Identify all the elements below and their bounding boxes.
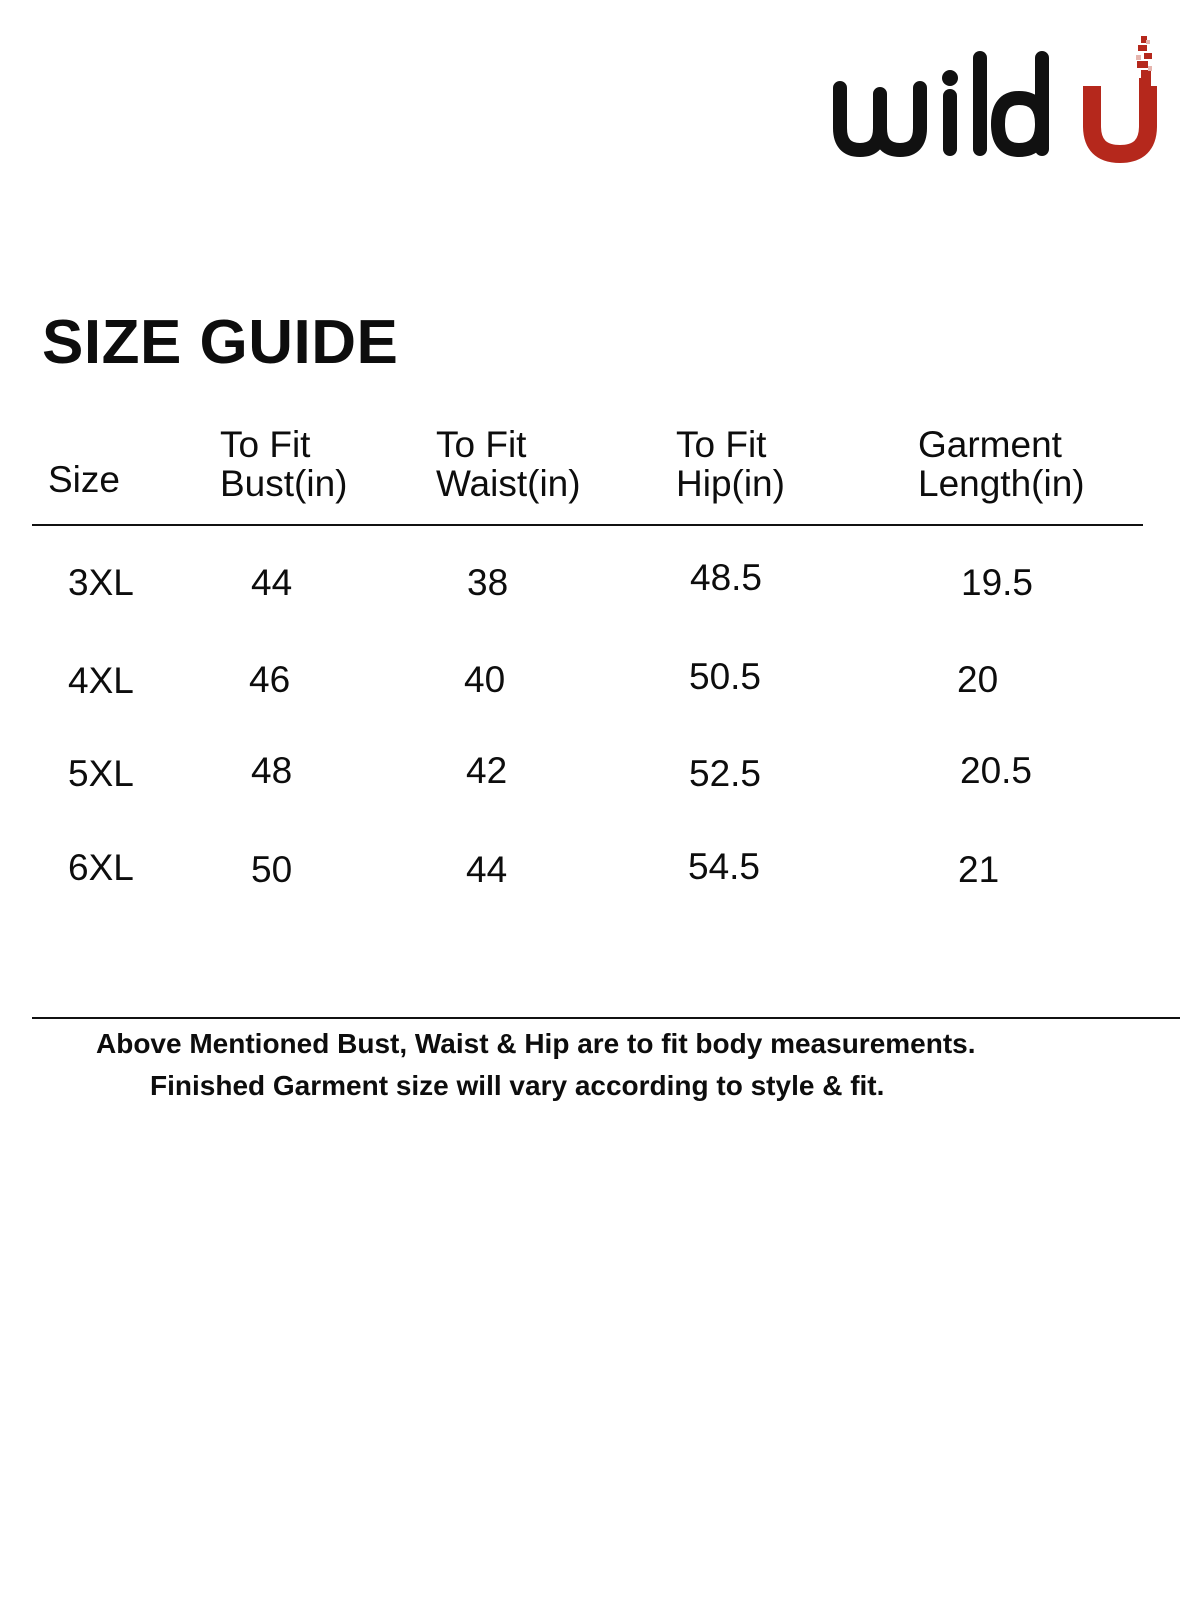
- table-cell-waist: 44: [466, 849, 508, 890]
- table-cell-length: 21: [958, 849, 1000, 890]
- table-cell-waist: 38: [467, 562, 509, 603]
- table-cell-size: 4XL: [68, 660, 134, 701]
- column-header-waist: [436, 425, 581, 503]
- header-divider: [32, 524, 1143, 526]
- table-cell-hip: 54.5: [688, 846, 761, 887]
- column-header-size: [48, 460, 120, 499]
- footer-divider: [32, 1017, 1180, 1019]
- column-header-bust: [220, 425, 347, 503]
- brand-logo: [832, 28, 1178, 164]
- column-header-waist-line-1: To Fit: [436, 424, 527, 465]
- table-cell-bust: 48: [251, 750, 293, 791]
- column-header-hip-line-1: To Fit: [676, 424, 767, 465]
- footnote-line-1: Above Mentioned Bust, Waist & Hip are to fit body measurements.: [96, 1028, 976, 1059]
- column-header-length-line-1: Garment: [918, 424, 1062, 465]
- column-header-length-line-2: Length(in): [918, 463, 1085, 504]
- table-cell-bust: 44: [251, 562, 293, 603]
- table-cell-waist: 42: [466, 750, 508, 791]
- column-header-waist-line-2: Waist(in): [436, 463, 581, 504]
- table-cell-length: 19.5: [961, 562, 1034, 603]
- table-cell-bust: 50: [251, 849, 293, 890]
- column-header-bust-line-1: To Fit: [220, 424, 311, 465]
- table-cell-hip: 52.5: [689, 753, 762, 794]
- table-cell-waist: 40: [464, 659, 506, 700]
- table-cell-hip: 50.5: [689, 656, 762, 697]
- table-cell-size: 3XL: [68, 562, 134, 603]
- column-header-hip: [676, 425, 785, 503]
- column-header-hip-line-2: Hip(in): [676, 463, 785, 504]
- column-header-bust-line-2: Bust(in): [220, 463, 348, 504]
- table-cell-hip: 48.5: [690, 557, 763, 598]
- table-cell-bust: 46: [249, 659, 291, 700]
- table-cell-length: 20: [957, 659, 999, 700]
- column-header-length: [918, 425, 1085, 503]
- page-title: SIZE GUIDE: [42, 308, 399, 377]
- table-cell-length: 20.5: [960, 750, 1033, 791]
- table-cell-size: 5XL: [68, 753, 134, 794]
- table-cell-size: 6XL: [68, 847, 134, 888]
- footnote-line-2: Finished Garment size will vary according to style & fit.: [150, 1070, 885, 1101]
- wild-u-logo-icon: [832, 28, 1178, 164]
- column-header-size-line-1: Size: [48, 459, 120, 500]
